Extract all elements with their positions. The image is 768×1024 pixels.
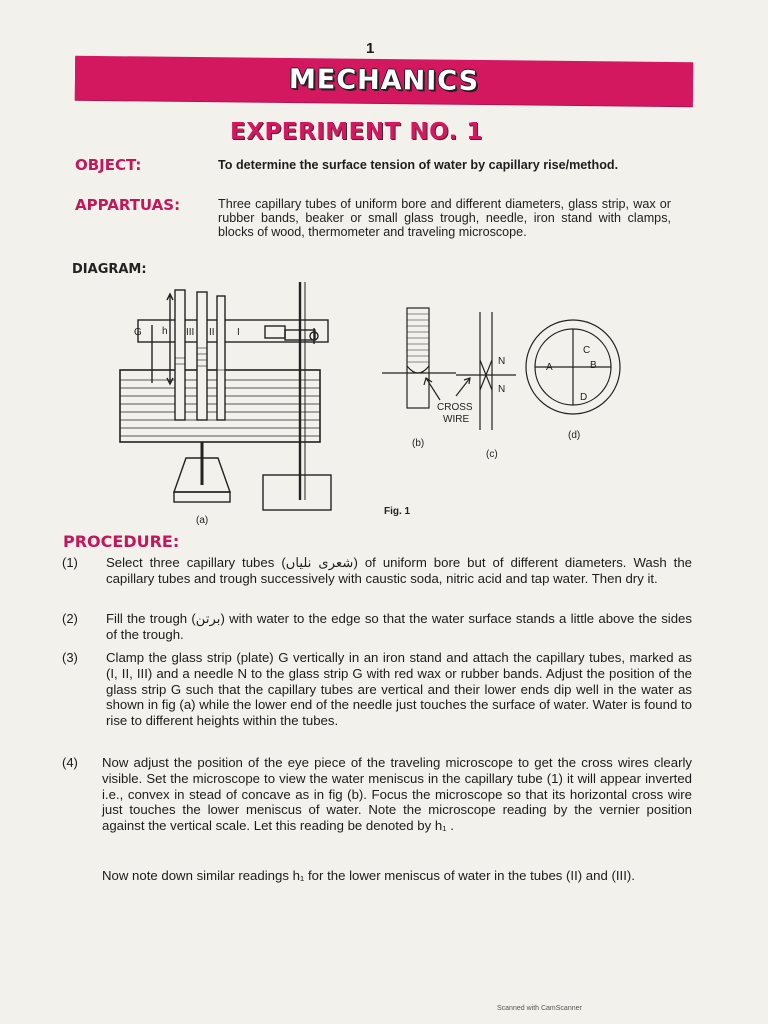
label-D: D <box>580 392 588 403</box>
label-A: A <box>546 362 553 373</box>
fig-b-meniscus <box>382 308 456 408</box>
label-II: II <box>209 327 215 338</box>
step-number: (2) <box>62 611 78 626</box>
label-wire: WIRE <box>443 414 470 425</box>
label-III: III <box>186 327 195 338</box>
apparatus-text: Three capillary tubes of uniform bore and different diameters, glass strip, wax or rubber bands, beaker or small glass trough, needle, iron stand with clamps, blocks of wood, thermometer and traveling microscope. <box>218 197 671 239</box>
step-number: (4) <box>62 755 78 770</box>
apparatus-label: APPARTUAS: <box>75 196 181 214</box>
fig-1-diagram <box>100 280 640 525</box>
step-number: (3) <box>62 650 78 665</box>
fig-a-apparatus <box>120 282 331 510</box>
section-title: MECHANICS <box>288 64 480 97</box>
scanner-watermark: Scanned with CamScanner <box>497 1005 582 1012</box>
procedure-label: PROCEDURE: <box>63 532 180 551</box>
label-b: (b) <box>412 438 425 449</box>
step-text: Now note down similar readings h₁ for the lower meniscus of water in the tubes (II) and (III). <box>102 868 635 883</box>
label-I: I <box>237 327 240 338</box>
label-d: (d) <box>568 430 581 441</box>
object-label: OBJECT: <box>75 156 142 174</box>
label-B: B <box>590 360 597 371</box>
label-c: (c) <box>486 449 498 460</box>
label-N-upper: N <box>498 356 506 367</box>
object-text: To determine the surface tension of water by capillary rise/method. <box>218 158 619 172</box>
label-N-lower: N <box>498 384 506 395</box>
step-text: Clamp the glass strip (plate) G vertically in an iron stand and attach the capillary tubes, marked as (I, II, III) and a needle N to the glass strip G with red wax or rubber bands. Adjust the position of the glass strip G such that the capillary tubes are vertical and their lower ends dip well in the water as shown in fig (a) while the lower end of the needle just touches the surface of water. Water is found to rise to different heights within the tubes. <box>106 650 692 729</box>
label-G: G <box>134 327 142 338</box>
step-text: Fill the trough (برتن) with water to the edge so that the water surface stands a little above the sides of the trough. <box>106 611 692 642</box>
fig-caption: Fig. 1 <box>384 506 411 517</box>
label-C: C <box>583 345 591 356</box>
step-number: (1) <box>62 555 78 570</box>
diagram-label: DIAGRAM: <box>72 262 147 277</box>
section-banner <box>75 56 693 106</box>
experiment-title: EXPERIMENT NO. 1 <box>230 119 483 145</box>
step-text: Select three capillary tubes (شعری نلیاں) of uniform bore but of different diameters. Wash the capillary tubes and trough successively with caustic soda, nitric acid and tap water. Then dry it. <box>106 555 693 586</box>
page-number: 1 <box>366 40 375 57</box>
fig-d-field-of-view <box>526 320 620 414</box>
label-h: h <box>162 326 168 337</box>
step-text: Now adjust the position of the eye piece of the traveling microscope to get the cross wires clearly visible. Set the microscope to view the water meniscus in the capillary tube (1) it will appear inverted i.e., convex in stead of concave as in fig (b). Focus the microscope so that its horizontal cross wire just touches the lower meniscus of water. Note the microscope reading by the vernier position against the vertical scale. Let this reading be denoted by h₁ . <box>102 755 692 834</box>
label-cross: CROSS <box>437 402 473 413</box>
label-a: (a) <box>196 515 209 525</box>
